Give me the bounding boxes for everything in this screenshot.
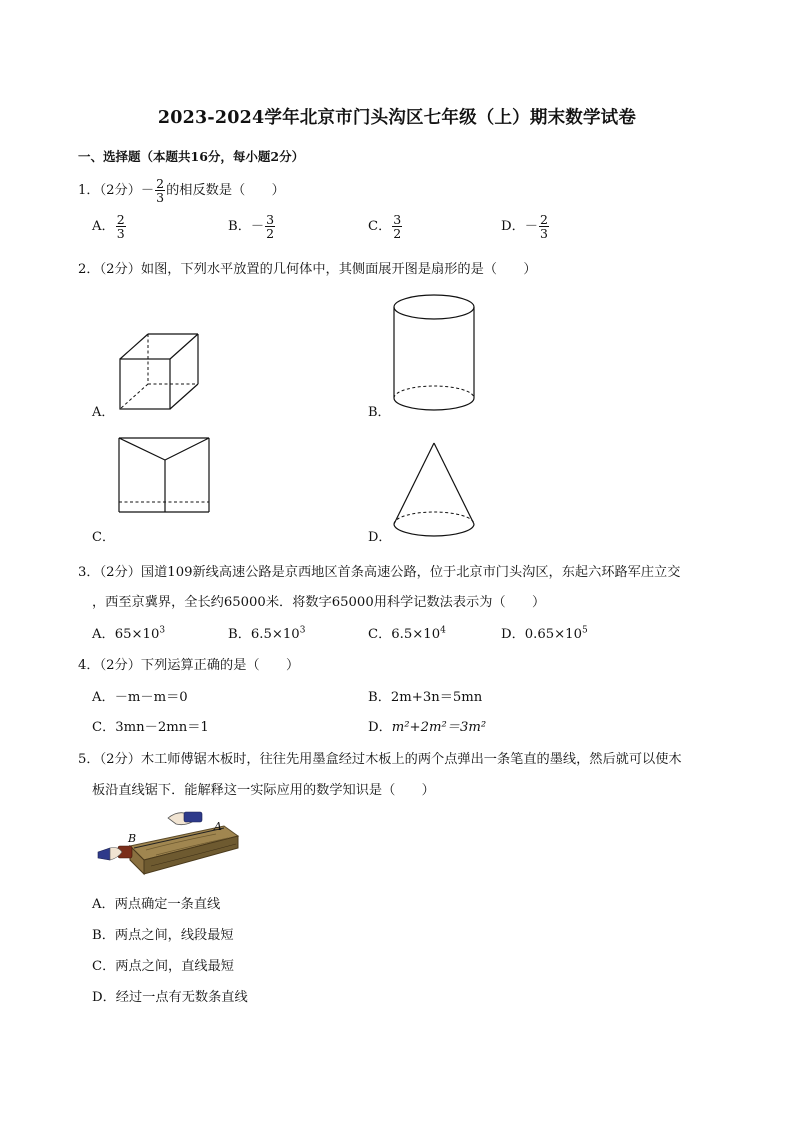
- q3-option-d[interactable]: D．$0.65\times 10^5$: [501, 625, 588, 642]
- page-title: 2023-2024学年北京市门头沟区七年级（上）期末数学试卷: [157, 108, 637, 128]
- cylinder-figure: [393, 294, 477, 412]
- q5-option-b[interactable]: B．两点之间，线段最短: [92, 928, 234, 943]
- q5-option-a[interactable]: A．两点确定一条直线: [92, 897, 221, 912]
- q2-option-a[interactable]: A．: [92, 405, 115, 420]
- point-a-label: A: [214, 820, 222, 833]
- question-3-line2: ，西至京冀界，全长约65000米．将数字65000用科学记数法表示为（ ）: [92, 595, 546, 610]
- question-5-line2: 板沿直线锯下．能解释这一实际应用的数学知识是（ ）: [92, 783, 435, 798]
- triangular-prism-figure: [117, 436, 212, 516]
- q1-option-c[interactable]: C． $\frac{3}{2}$: [368, 212, 402, 241]
- q4-option-b[interactable]: B．2m+3n＝5mn: [368, 690, 483, 705]
- q2-option-b[interactable]: B．: [368, 405, 391, 420]
- cone-figure: [393, 442, 477, 540]
- q4-option-a[interactable]: A．－m－m＝0: [92, 690, 188, 705]
- q5-option-d[interactable]: D．经过一点有无数条直线: [92, 990, 248, 1005]
- question-4: 4．（2分）下列运算正确的是（ ）: [78, 658, 300, 673]
- question-1: [78, 177, 285, 204]
- question-5-line1: 5．（2分）木工师傅锯木板时，往往先用墨盒经过木板上的两个点弹出一条笔直的墨线，然后就可以使木: [78, 752, 682, 767]
- cube-figure: [118, 332, 203, 412]
- question-3-line1: 3．（2分）国道109新线高速公路是京西地区首条高速公路，位于北京市门头沟区，东起六环路军庄立交: [78, 565, 681, 580]
- q1-option-a[interactable]: A． $\frac{2}{3}$: [92, 212, 125, 241]
- point-b-label: B: [128, 832, 137, 845]
- carpenter-board-illustration: [96, 808, 242, 878]
- q2-option-c[interactable]: C．: [92, 530, 115, 545]
- q3-option-b[interactable]: B．$6.5\times 10^3$: [228, 625, 306, 642]
- q5-option-c[interactable]: C．两点之间，直线最短: [92, 959, 234, 974]
- q2-option-d[interactable]: D．: [368, 530, 392, 545]
- question-2: 2．（2分）如图，下列水平放置的几何体中，其侧面展开图是扇形的是（ ）: [78, 262, 537, 277]
- q1-option-b[interactable]: B．－ $\frac{3}{2}$: [228, 212, 275, 241]
- q1-option-d[interactable]: D．－ $\frac{2}{3}$: [501, 212, 548, 241]
- q1-suffix: 的相反数是（ ）: [166, 183, 285, 198]
- q4-option-c[interactable]: C．3mn－2mn＝1: [92, 720, 209, 735]
- q1-prefix: 1．（2分）－: [78, 183, 155, 198]
- q4-option-d[interactable]: D．m²+2m²＝3m²: [368, 720, 487, 735]
- q1-fraction: $\frac{2}{3}$: [156, 176, 165, 205]
- section-heading: 一、选择题（本题共16分，每小题2分）: [78, 149, 305, 164]
- q3-option-a[interactable]: A．$65\times 10^3$: [92, 625, 166, 642]
- q3-option-c[interactable]: C．$6.5\times 10^4$: [368, 625, 446, 642]
